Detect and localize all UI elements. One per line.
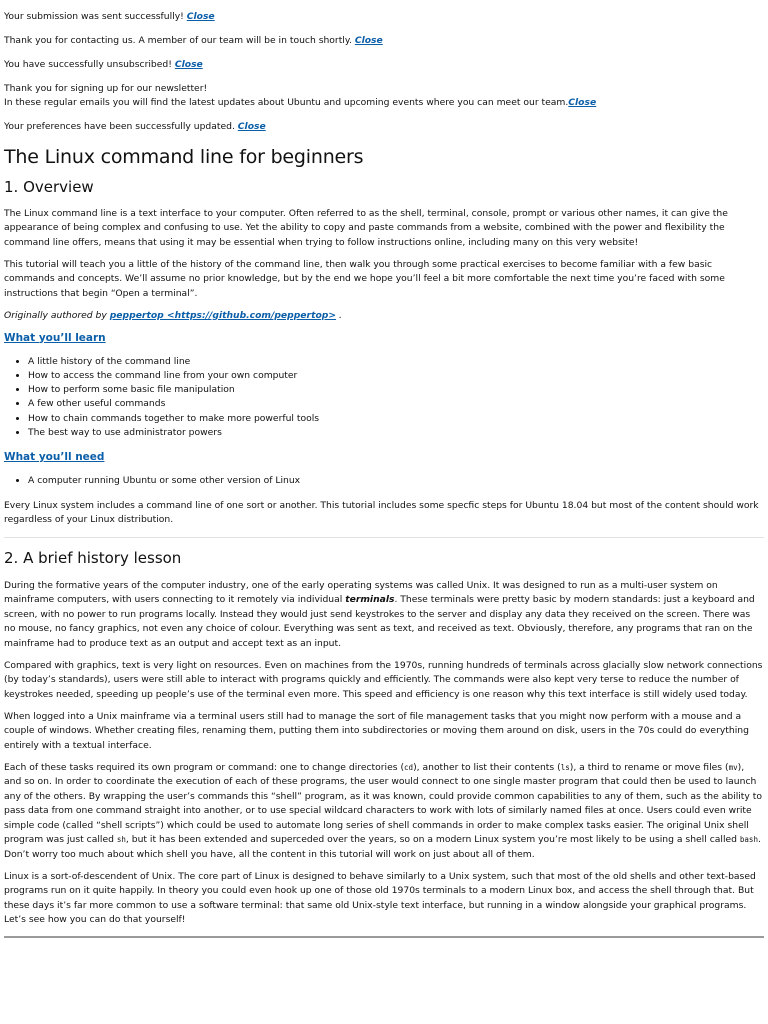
notice-submission: Your submission was sent successfully! Close (4, 10, 215, 22)
paragraph: Each of these tasks required its own program or command: one to change directories (cd), another to list their contents (ls), a third to rename or move files (mv), and so on. In order to coordinate the execution of each of these programs, the user would connect to one single master program that could then be used to launch any of the others. By wrapping the user’s commands this “shell” program, as it was known, could provide common capabilities to any of them, such as the ability to pass data from one command straight into another, or to use special wildcard characters to work with lots of similarly named files at once. Users could even write simple code (called “shell scripts”) which could be used to automate long series of shell commands in order to make complex tasks easier. The original Unix shell program was just called sh, but it has been extended and superceded over the years, so on a modern Linux system you’re most likely to be using a shell called bash. Don’t worry too much about which shell you have, all the content in this tutorial will work on just about all of them. (4, 761, 762, 860)
list-item: • A little history of the command line (28, 355, 764, 369)
list-item: • How to perform some basic file manipulation (28, 383, 764, 397)
close-link[interactable]: Close (186, 10, 215, 22)
list-item: • A computer running Ubuntu or some other version of Linux (28, 474, 764, 488)
paragraph: Linux is a sort-of-descendent of Unix. The core part of Linux is designed to behave similarly to a Unix system, such that most of the old shells and other text-based programs run on it quite happily. In theory you could even hook up one of those old 1970s terminals to a modern Linux box, and access the shell through that. But these days it’s far more common to use a software terminal: that same old Unix-style text interface, but running in a window alongside your graphical programs. Let’s see how you can do that yourself! (4, 870, 756, 926)
learn-heading (4, 331, 764, 345)
section-overview (4, 177, 764, 528)
list-item: • How to chain commands together to make more powerful tools (28, 412, 764, 426)
paragraph: Compared with graphics, text is very light on resources. Even on machines from the 1970s, running hundreds of terminals across glacially slow network connections (by today’s standards), users were still able to interact with programs quickly and efficiently. The commands were also kept very terse to reduce the number of keystrokes needed, speeding up people’s use of the terminal even more. This speed and efficiency is one reason why this text interface is still widely used today. (4, 659, 763, 700)
section-heading: 1. Overview (4, 177, 94, 196)
section-history (4, 548, 764, 928)
divider (4, 936, 764, 938)
close-link[interactable]: Close (354, 34, 383, 46)
notice-newsletter: Thank you for signing up for our newsletter! In these regular emails you will find the latest updates about Ubuntu and upcoming events where you can meet our team.Close (4, 82, 597, 108)
notice-contact: Thank you for contacting us. A member of our team will be in touch shortly. Close (4, 34, 383, 46)
page-title: The Linux command line for beginners (4, 145, 364, 168)
code-sh: sh (116, 835, 126, 845)
code-mv: mv (728, 762, 738, 772)
learn-heading-link[interactable]: What you’ll learn (4, 331, 106, 344)
paragraph: This tutorial will teach you a little of the history of the command line, then walk you through some practical exercises to become familiar with a few basic commands and concepts. We’ll assume no prior knowledge, but by the end we hope you’ll feel a bit more comfortable the next time you’re faced with some instructions that begin “Open a terminal”. (4, 258, 725, 299)
close-link[interactable]: Close (568, 97, 597, 108)
notices (4, 0, 764, 135)
author-line: Originally authored by peppertop <https://github.com/peppertop> . (4, 309, 342, 321)
section-heading: 2. A brief history lesson (4, 548, 182, 567)
code-ls: ls (560, 762, 570, 772)
list-item: • How to access the command line from your own computer (28, 369, 764, 383)
term-terminals: terminals (345, 594, 395, 606)
need-list (4, 474, 764, 488)
need-heading (4, 450, 764, 464)
list-item: • The best way to use administrator powers (28, 426, 764, 440)
paragraph: Every Linux system includes a command line of one sort or another. This tutorial includes some specfic steps for Ubuntu 18.04 but most of the content should work regardless of your Linux distribution. (4, 499, 759, 526)
close-link[interactable]: Close (174, 58, 203, 70)
divider (4, 537, 764, 538)
paragraph: During the formative years of the computer industry, one of the early operating systems was called Unix. It was designed to run as a multi-user system on mainframe computers, with users connecting to it remotely via individual terminals. These terminals were pretty basic by modern standards: just a keyboard and screen, with no power to run programs locally. Instead they would just send keystrokes to the server and display any data they received on the screen. There was no mouse, no fancy graphics, not even any choice of colour. Everything was sent as text, and received as text. Obviously, therefore, any programs that ran on the mainframe had to produce text as an output and accept text as an input. (4, 579, 755, 649)
code-cd: cd (404, 762, 414, 772)
list-item: • A few other useful commands (28, 397, 764, 411)
paragraph: When logged into a Unix mainframe via a terminal users still had to manage the sort of file management tasks that you might now perform with a mouse and a couple of windows. Whether creating files, renaming them, putting them into subdirectories or moving them around on disk, users in the 70s could do everything entirely with a textual interface. (4, 710, 749, 751)
close-link[interactable]: Close (237, 121, 266, 132)
need-heading-link[interactable]: What you’ll need (4, 451, 105, 464)
notice-preferences: Your preferences have been successfully updated. Close (4, 121, 266, 132)
paragraph: The Linux command line is a text interface to your computer. Often referred to as the shell, terminal, console, prompt or various other names, it can give the appearance of being complex and confusing to use. Yet the ability to copy and paste commands from a website, combined with the power and flexibility the command line offers, means that using it may be essential when trying to follow instructions online, including many on this very website! (4, 207, 728, 248)
learn-list (4, 355, 764, 441)
code-bash: bash (739, 835, 758, 845)
notice-unsubscribed: You have successfully unsubscribed! Close (4, 58, 203, 70)
author-link[interactable]: peppertop <https://github.com/peppertop> (109, 309, 337, 321)
